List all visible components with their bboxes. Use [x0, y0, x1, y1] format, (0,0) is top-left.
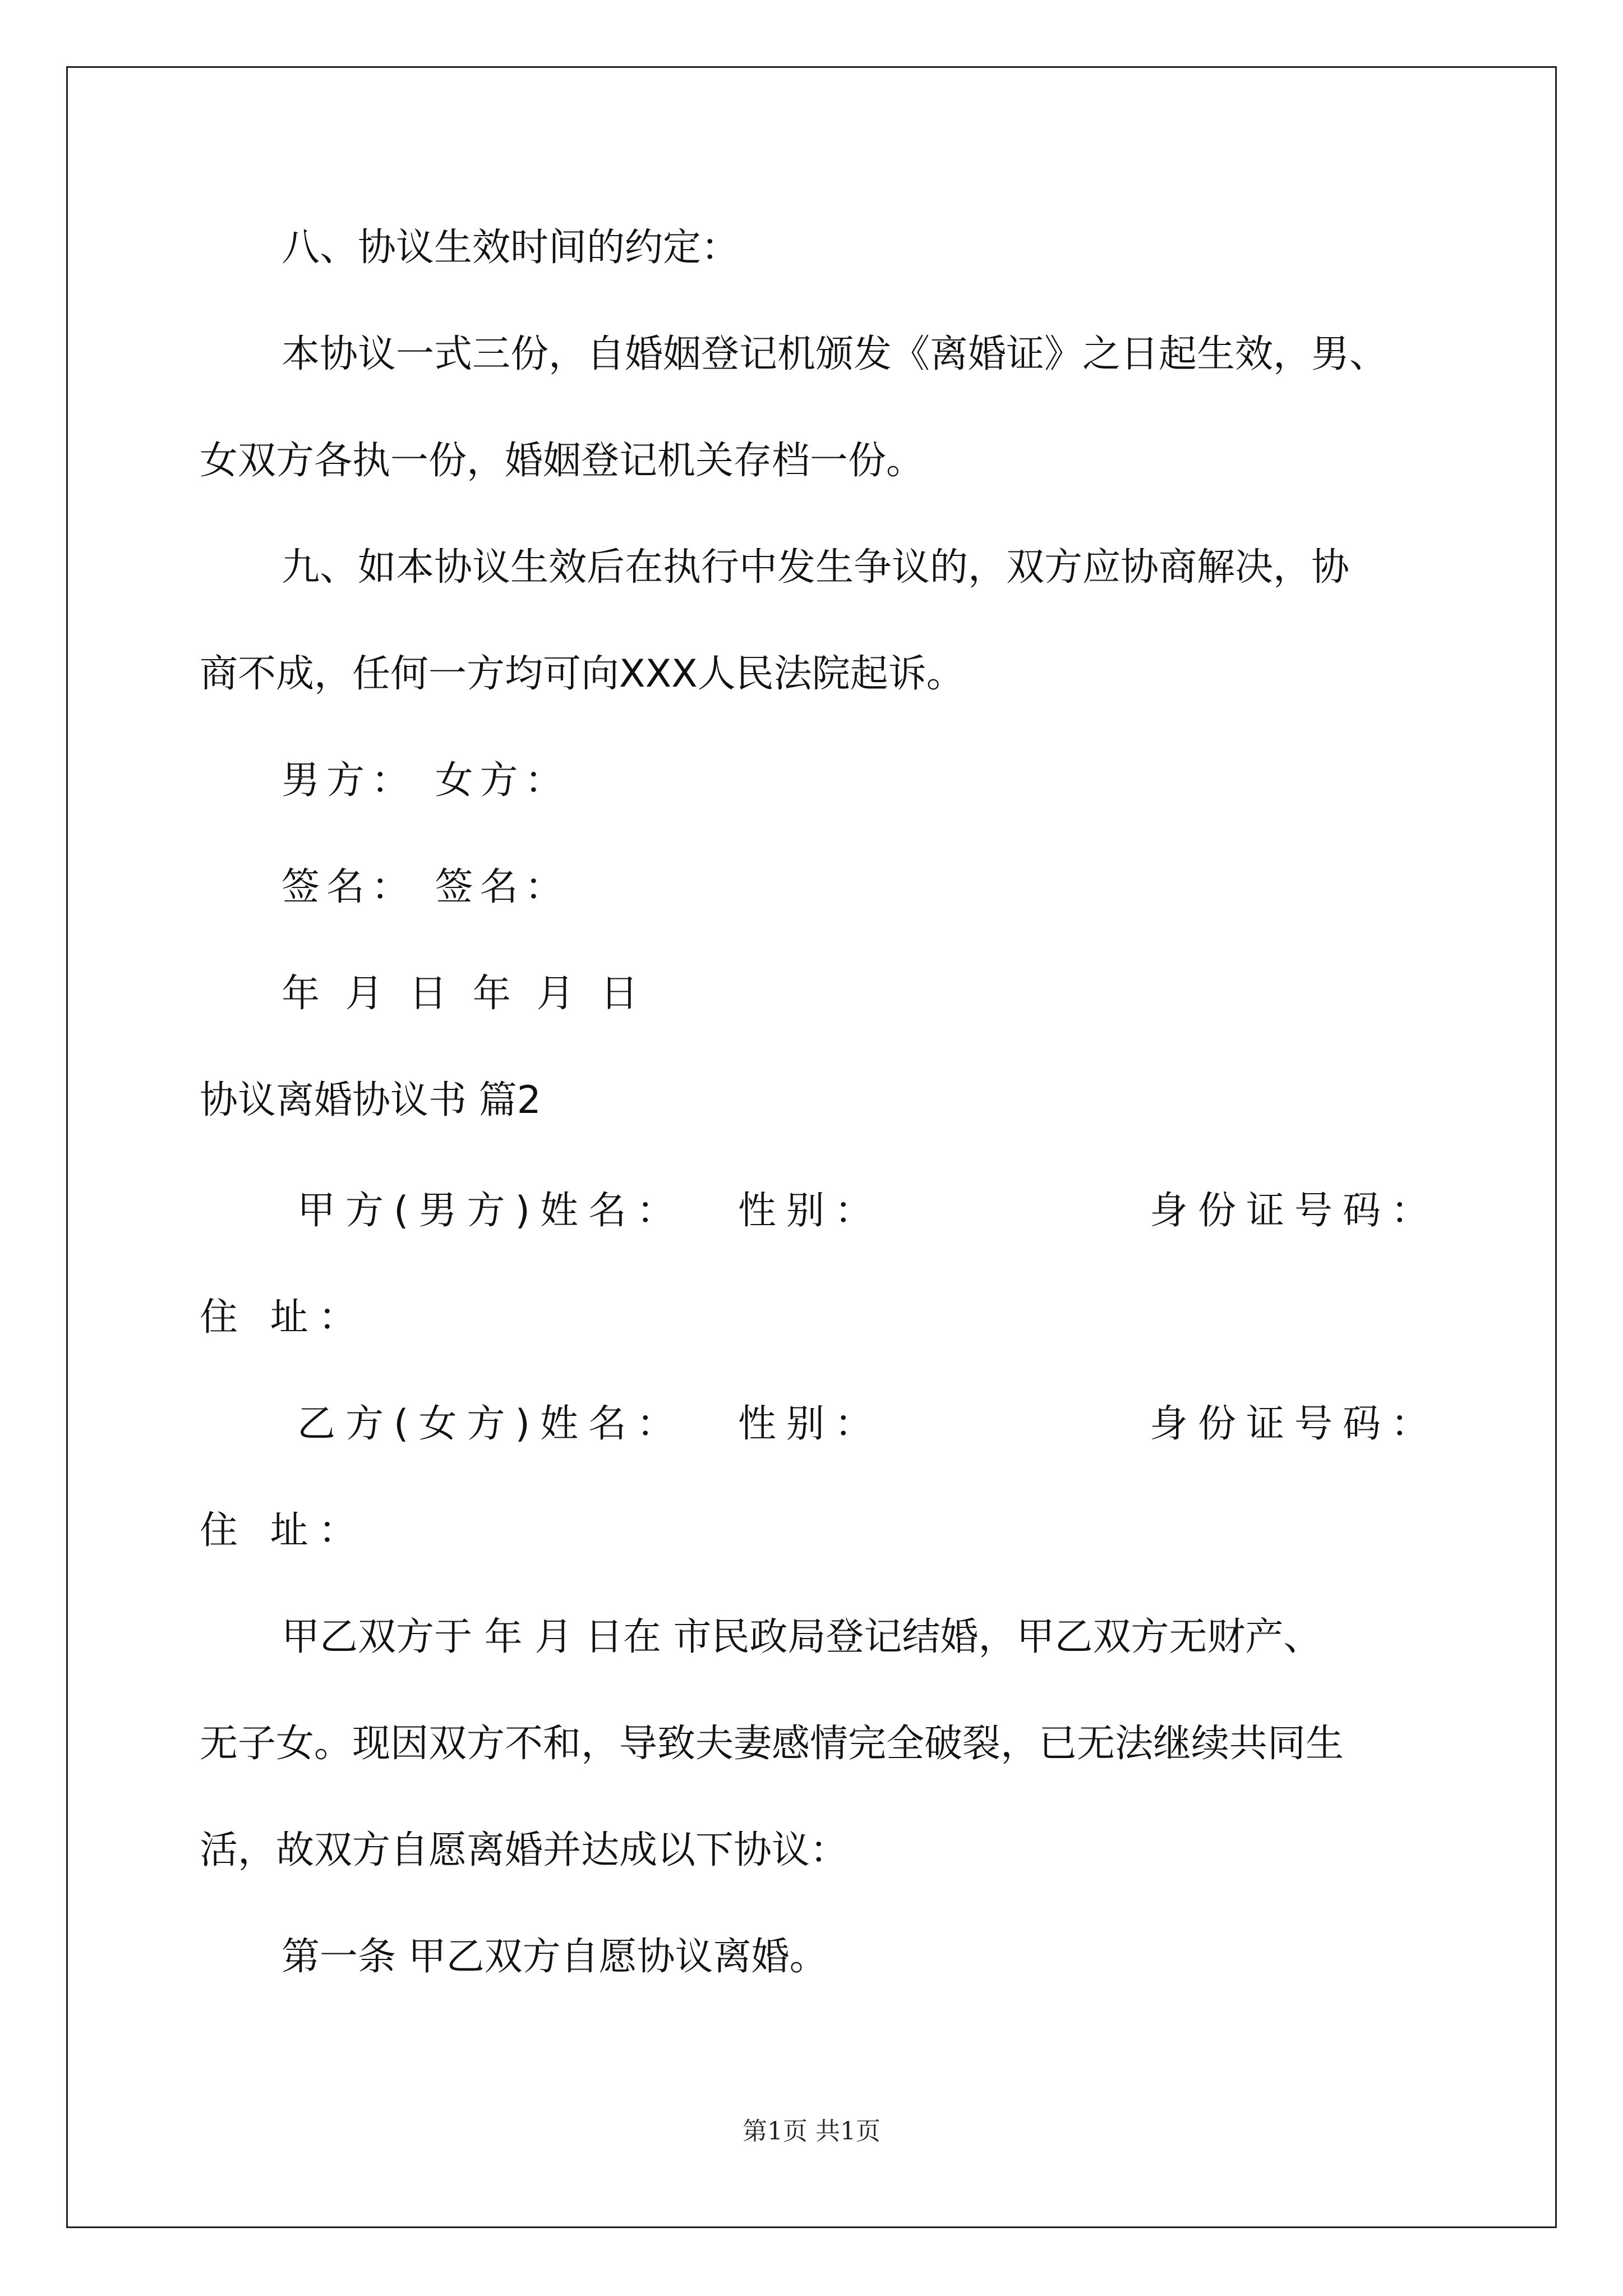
party-b-address-label: 住 址： [200, 1508, 367, 1553]
party-a-id-label: 身份证号码： [1150, 1189, 1440, 1233]
signature-labels: 签名： 签名： [282, 865, 570, 909]
page-number: 第1页 共1页 [743, 2117, 880, 2146]
article-1: 第一条 甲乙双方自愿协议离婚。 [282, 1935, 828, 1979]
party-labels: 男方： 女方： [282, 758, 570, 803]
clause-8-heading: 八、协议生效时间的约定： [282, 226, 740, 270]
marriage-registration-line-1: 甲乙双方于 年 月 日在 市民政局登记结婚，甲乙双方无财产、 [282, 1615, 1322, 1659]
clause-8-text-line-1: 本协议一式三份，自婚姻登记机颁发《离婚证》之日起生效，男、 [282, 332, 1388, 376]
party-a-gender-label: 性别： [738, 1189, 883, 1233]
party-a-address-label: 住 址： [200, 1295, 367, 1340]
page-border [66, 66, 1557, 2228]
clause-9-line-1: 九、如本协议生效后在执行中发生争议的，双方应协商解决，协 [282, 545, 1350, 590]
party-b-gender-label: 性别： [738, 1402, 883, 1446]
date-labels: 年 月 日 年 月 日 [282, 972, 645, 1016]
party-a-name-label: 甲方(男方)姓名： [297, 1189, 685, 1233]
party-b-id-label: 身份证号码： [1150, 1402, 1440, 1446]
marriage-registration-line-3: 活，故双方自愿离婚并达成以下协议： [200, 1828, 849, 1872]
marriage-registration-line-2: 无子女。现因双方不和，导致夫妻感情完全破裂，已无法继续共同生 [200, 1722, 1344, 1766]
clause-8-text-line-2: 女双方各执一份，婚姻登记机关存档一份。 [200, 439, 925, 483]
clause-9-line-2: 商不成，任何一方均可向XXX人民法院起诉。 [200, 652, 965, 696]
party-b-name-label: 乙方(女方)姓名： [297, 1402, 685, 1446]
section-title: 协议离婚协议书 篇2 [200, 1078, 541, 1122]
